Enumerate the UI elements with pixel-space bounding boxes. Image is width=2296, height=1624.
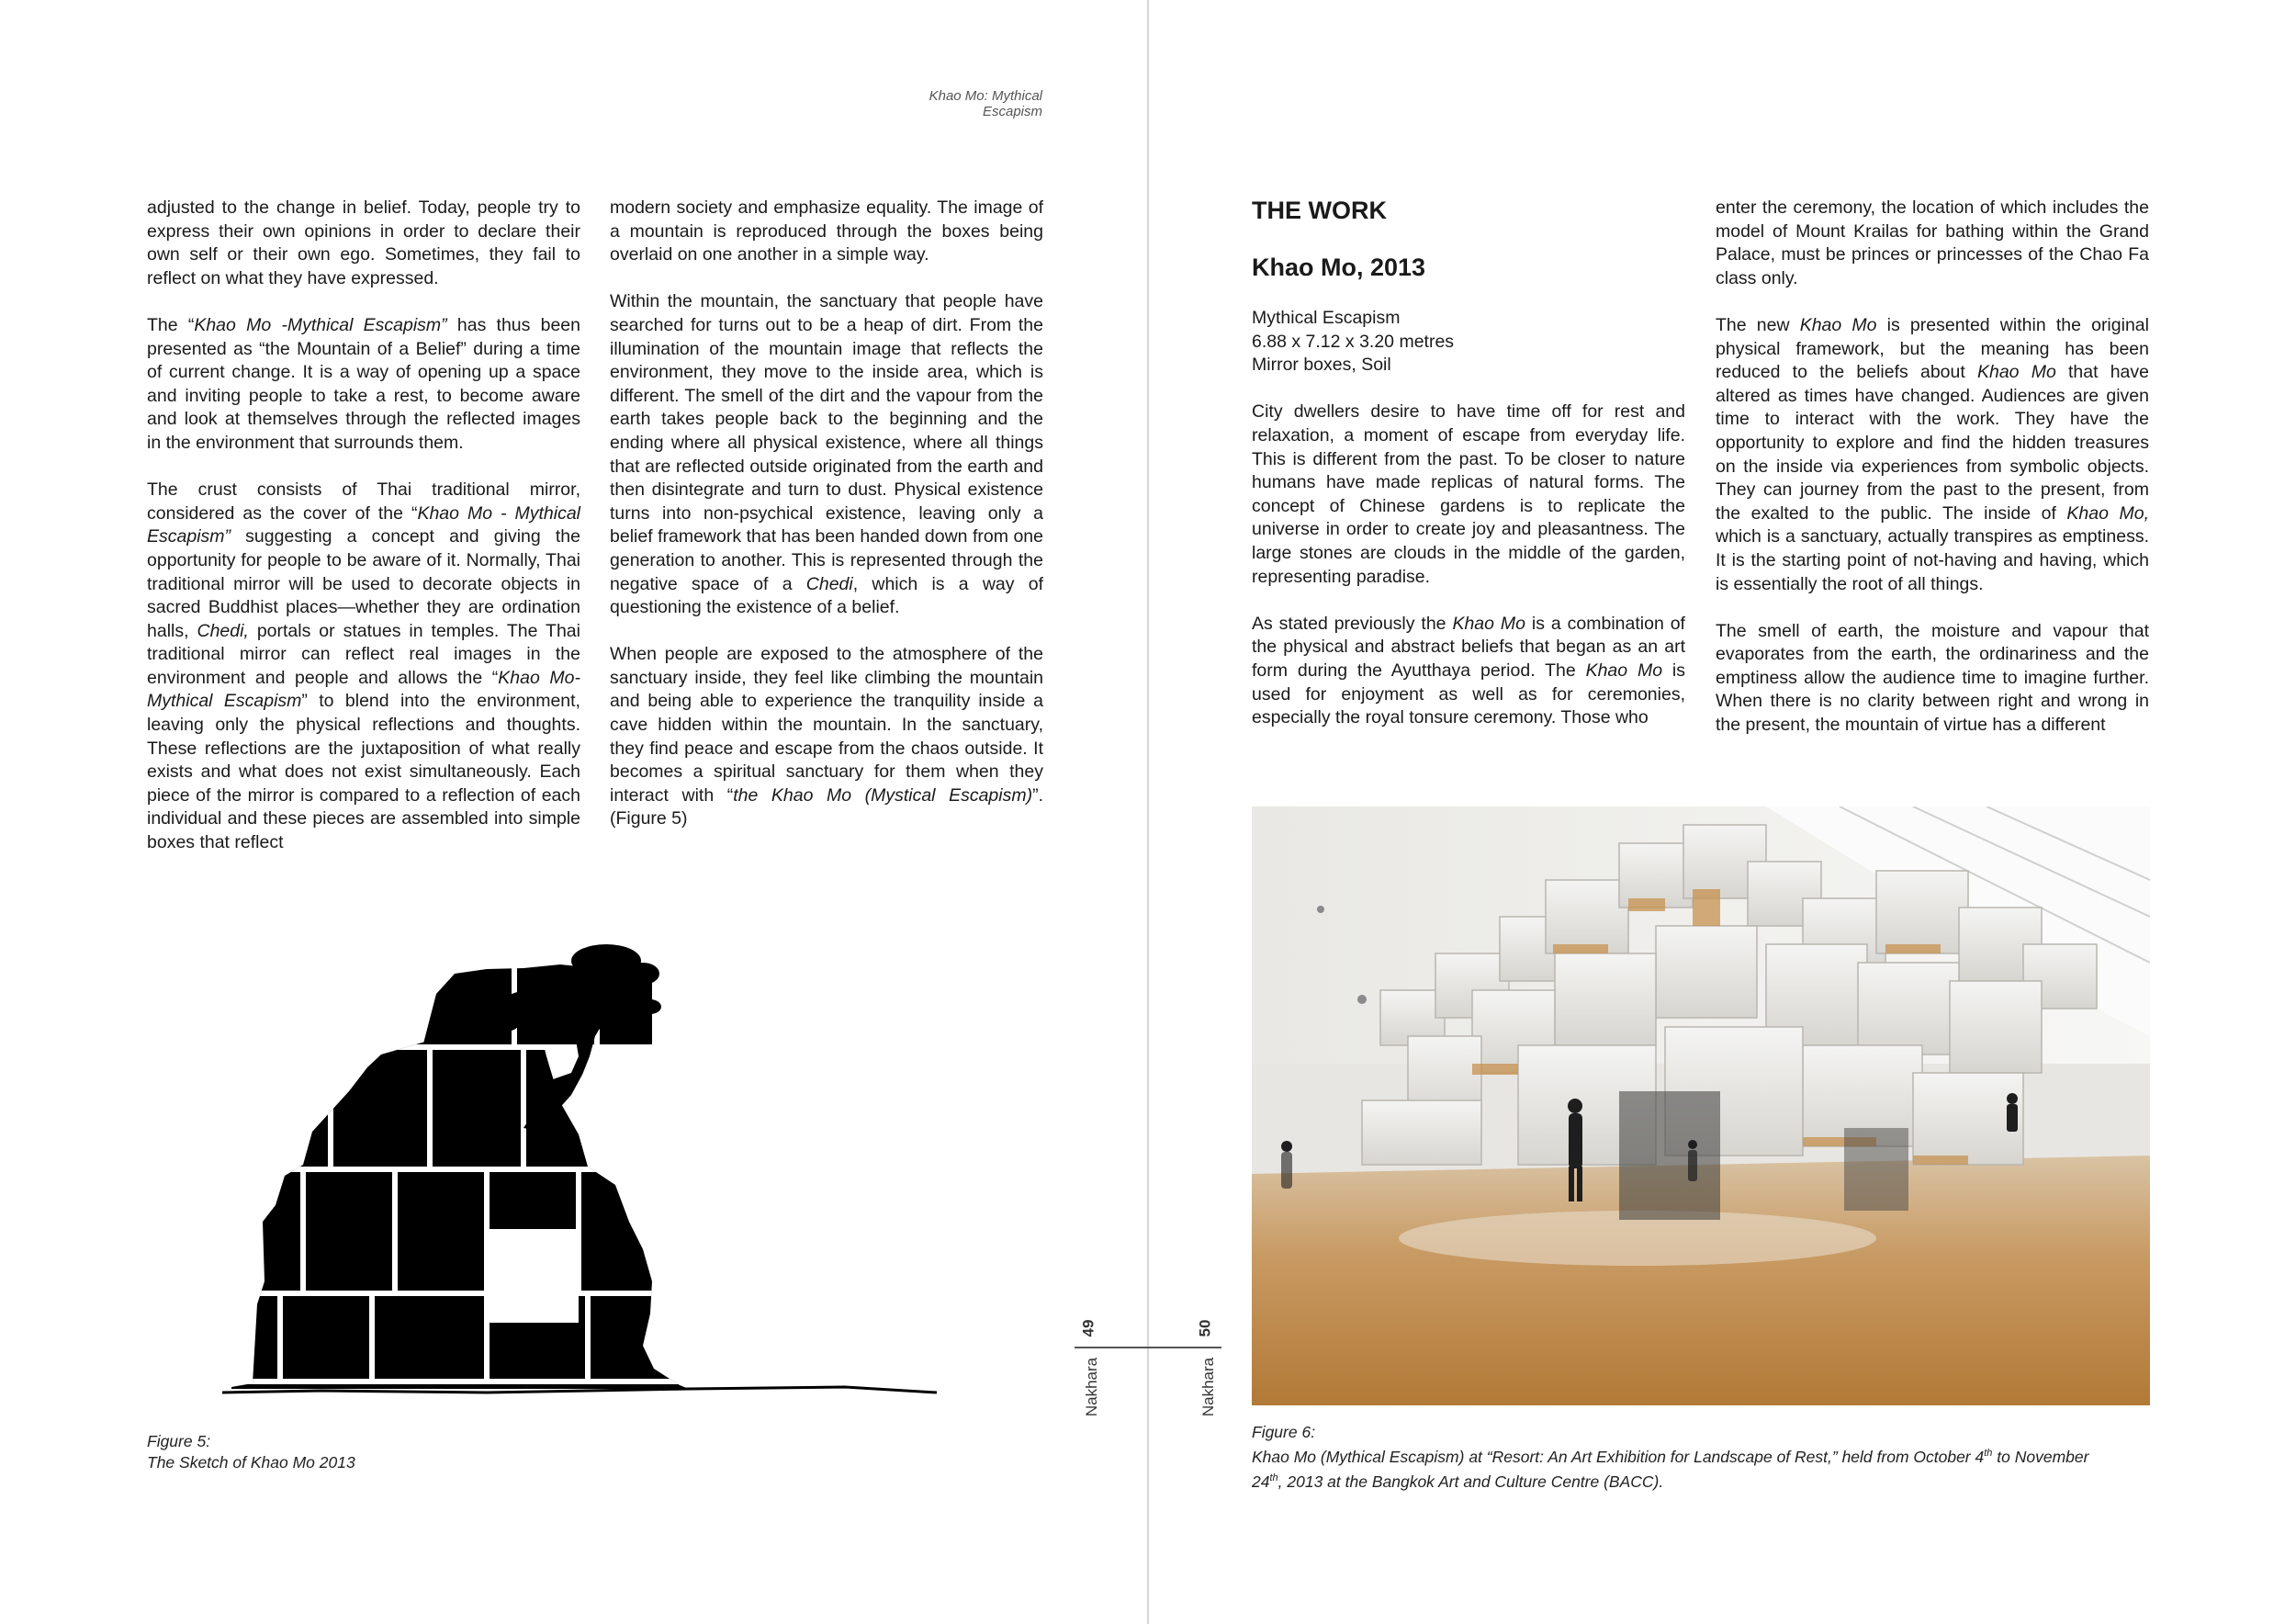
- left-folio-page-number: 49: [1079, 1319, 1097, 1337]
- figure-6-caption: [1252, 1422, 2152, 1493]
- folio-rule: [1075, 1347, 1221, 1348]
- left-page-column-1: [147, 197, 580, 855]
- left-folio-journal: Nakhara: [1083, 1357, 1101, 1417]
- paragraph: The smell of earth, the moisture and vapour that evaporates from the earth, the ordinariness and the emptiness allow the audience time to imagine further. When there is no clarity between right and wrong in the present, the mountain of virtue has a different: [1716, 620, 2149, 736]
- exhibition-photo: [1252, 806, 2150, 1405]
- work-title: Khao Mo, 2013: [1252, 254, 1426, 281]
- paragraph: enter the ceremony, the location of which includes the model of Mount Krailas for bathing within the Grand Palace, must be princes or princesses of the Chao Fa class only.: [1716, 197, 2149, 288]
- work-meta: [1252, 307, 1685, 378]
- right-folio-journal: Nakhara: [1199, 1357, 1218, 1417]
- caption-label: Figure 6:: [1252, 1423, 1316, 1441]
- paragraph: The “Khao Mo -Mythical Escapism” has thus been presented as “the Mountain of a Belief” during a time of current change. It is a way of opening up a space and inviting people to take a rest, to become aware and look at themselves through the reflected images in the environment that surrounds them.: [147, 314, 580, 453]
- right-page-column-2: [1716, 197, 2149, 738]
- running-head: Khao Mo: Mythical Escapism: [929, 88, 1042, 119]
- right-page-column-1: [1252, 197, 1685, 730]
- caption-text: The Sketch of Khao Mo 2013: [147, 1453, 355, 1472]
- paragraph: adjusted to the change in belief. Today, people try to express their own opinions in order to declare their own self or their own ego. Sometimes, they fail to reflect on what they have expressed.: [147, 197, 580, 288]
- paragraph: The crust consists of Thai traditional mirror, considered as the cover of the “Khao Mo - Mythical Escapism” suggesting a concept and giving the opportunity for people to be aware of it. Normally, Thai traditional mirror will be used to decorate objects in sacred Buddhist places—whether they are ordination halls, Chedi, portals or statues in temples. The Thai traditional mirror can reflect real images in the environment and people and allows the “Khao Mo-Mythical Escapism” to blend into the environment, leaving only the physical reflections and thoughts. These reflections are the juxtaposition of what really exists and what does not exist simultaneously. Each piece of the mirror is compared to a reflection of each individual and these pieces are assembled into simple boxes that reflect: [147, 479, 580, 853]
- cave-opening: [487, 1229, 579, 1323]
- work-meta-line: Mythical Escapism: [1252, 308, 1401, 328]
- page-spine: [1147, 0, 1149, 1624]
- paragraph: As stated previously the Khao Mo is a combination of the physical and abstract beliefs that began as an art form during the Ayutthaya period. The Khao Mo is used for enjoyment as well as for ceremonies, especially the royal tonsure ceremony. Those who: [1252, 613, 1685, 728]
- mountain-silhouette: [211, 1010, 762, 1396]
- right-folio-page-number: 50: [1196, 1319, 1214, 1337]
- paragraph: When people are exposed to the atmosphere of the sanctuary inside, they feel like climbing the mountain and being able to experience the tranquility inside a cave hidden within the mountain. In the sanctuary, they find peace and escape from the chaos outside. It becomes a spiritual sanctuary for them when they interact with “the Khao Mo (Mystical Escapism)”. (Figure 5): [610, 644, 1044, 829]
- khao-mo-sketch-figure: [211, 919, 983, 1415]
- paragraph: Within the mountain, the sanctuary that people have searched for turns out to be a heap of dirt. From the illumination of the mountain image that reflects the environment, they move to the inside area, which is different. The smell of the dirt and the vapour from the earth takes people back to the beginning and the ending where all physical existence, where all things that are reflected outside originated from the earth and then disintegrate and turn to dust. Physical existence turns into non-psychical existence, leaving only a belief framework that has been handed down from one generation to another. This is represented through the negative space of a Chedi, which is a way of questioning the existence of a belief.: [610, 291, 1043, 618]
- paragraph: City dwellers desire to have time off for rest and relaxation, a moment of escape from everyday life. This is different from the past. To be closer to nature humans have made replicas of natural forms. The concept of Chinese gardens is to replicate the universe in order to create joy and pleasantness. The large stones are clouds in the middle of the garden, representing paradise.: [1252, 401, 1685, 587]
- caption-label: Figure 5:: [147, 1432, 211, 1450]
- caption-text: Khao Mo (Mythical Escapism) at “Resort: An Art Exhibition for Landscape of Rest,” held from October 4th to November 24th, 2013 at the Bangkok Art and Culture Centre (BACC).: [1252, 1447, 2089, 1491]
- figure-5-caption: [147, 1431, 606, 1473]
- section-heading: THE WORK: [1252, 197, 1387, 224]
- work-meta-line: Mirror boxes, Soil: [1252, 355, 1391, 376]
- paragraph: modern society and emphasize equality. The image of a mountain is reproduced through the boxes being overlaid on one another in a simple way.: [610, 197, 1043, 265]
- work-meta-line: 6.88 x 7.12 x 3.20 metres: [1252, 331, 1455, 352]
- left-page-column-2: [610, 197, 1043, 831]
- paragraph: The new Khao Mo is presented within the original physical framework, but the meaning has been reduced to the beliefs about Khao Mo that have altered as times have changed. Audiences are given time to interact with the work. They have the opportunity to explore and find the hidden treasures on the inside via experiences from symbolic objects. They can journey from the past to the present, from the exalted to the public. The inside of Khao Mo, which is a sanctuary, actually transpires as emptiness. It is the starting point of not-having and having, which is essentially the root of all things.: [1716, 314, 2149, 594]
- exhibition-photo-illustration: [1252, 806, 2150, 1405]
